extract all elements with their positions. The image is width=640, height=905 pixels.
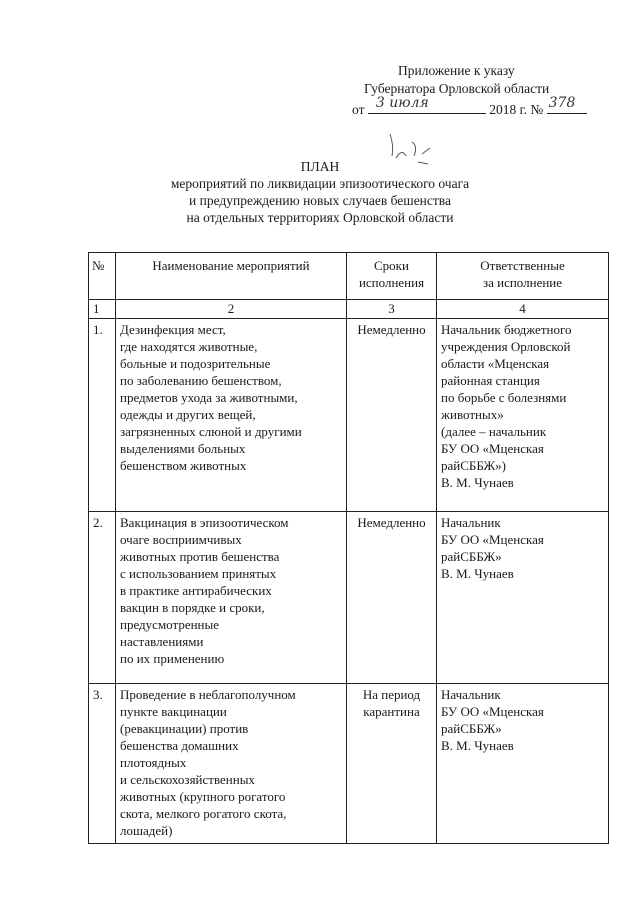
header-number: № [89, 253, 116, 300]
column-index: 4 [437, 300, 609, 319]
table-row [89, 319, 609, 512]
plan-subtitle-3: на отдельных территориях Орловской области [186, 210, 454, 225]
column-index: 2 [116, 300, 347, 319]
number-blank [547, 95, 587, 114]
plan-heading: ПЛАН [300, 159, 340, 174]
plan-subtitle-2: и предупреждению новых случаев бешенства [189, 193, 451, 208]
row-responsible: Начальник БУ ОО «Мценская райСББЖ» В. М. Чунаев [437, 684, 609, 844]
plan-title-block [130, 158, 510, 226]
header-action: Наименование мероприятий [116, 253, 347, 300]
table-row [89, 512, 609, 684]
row-number: 2. [89, 512, 116, 684]
column-index-row [89, 300, 609, 319]
row-action: Проведение в неблагополучном пункте вакцинации (ревакцинации) против бешенства домашних плотоядных и сельскохозяйственных животных (крупного рогатого скота, мелкого рогатого скота, лошадей) [116, 684, 347, 844]
appendix-line-1: Приложение к указу [398, 63, 515, 78]
row-deadline: На период карантина [347, 684, 437, 844]
column-index: 3 [347, 300, 437, 319]
table-row [89, 684, 609, 844]
header-responsible: Ответственные за исполнение [437, 253, 609, 300]
appendix-date-line [352, 95, 592, 119]
row-deadline: Немедленно [347, 319, 437, 512]
row-responsible: Начальник бюджетного учреждения Орловской области «Мценская районная станция по борьбе с болезнями животных» (далее – начальник БУ ОО «Мценская райСББЖ») В. М. Чунаев [437, 319, 609, 512]
row-action: Дезинфекция мест, где находятся животные, больные и подозрительные по заболеванию бешенством, предметов ухода за животными, одежды и других вещей, загрязненных слюной и другими выделениями больных бешенством животных [116, 319, 347, 512]
date-blank [368, 95, 486, 114]
table-header-row [89, 253, 609, 300]
row-action: Вакцинация в эпизоотическом очаге восприимчивых животных против бешенства с использованием принятых в практике антирабических вакцин в порядке и сроки, предусмотренные наставлениями по их применению [116, 512, 347, 684]
plan-subtitle-1: мероприятий по ликвидации эпизоотического очага [170, 176, 470, 191]
row-number: 3. [89, 684, 116, 844]
plan-table [88, 252, 609, 844]
date-prefix: от [352, 102, 365, 117]
handwritten-number: 378 [548, 95, 576, 111]
year-number-label: 2018 г. № [489, 102, 544, 117]
row-responsible: Начальник БУ ОО «Мценская райСББЖ» В. М. Чунаев [437, 512, 609, 684]
row-deadline: Немедленно [347, 512, 437, 684]
column-index: 1 [89, 300, 116, 319]
header-deadline: Сроки исполнения [347, 253, 437, 300]
appendix-line-2: Губернатора Орловской области [364, 81, 550, 96]
row-number: 1. [89, 319, 116, 512]
handwritten-date: 3 июля [375, 95, 429, 111]
appendix-header [352, 62, 592, 119]
